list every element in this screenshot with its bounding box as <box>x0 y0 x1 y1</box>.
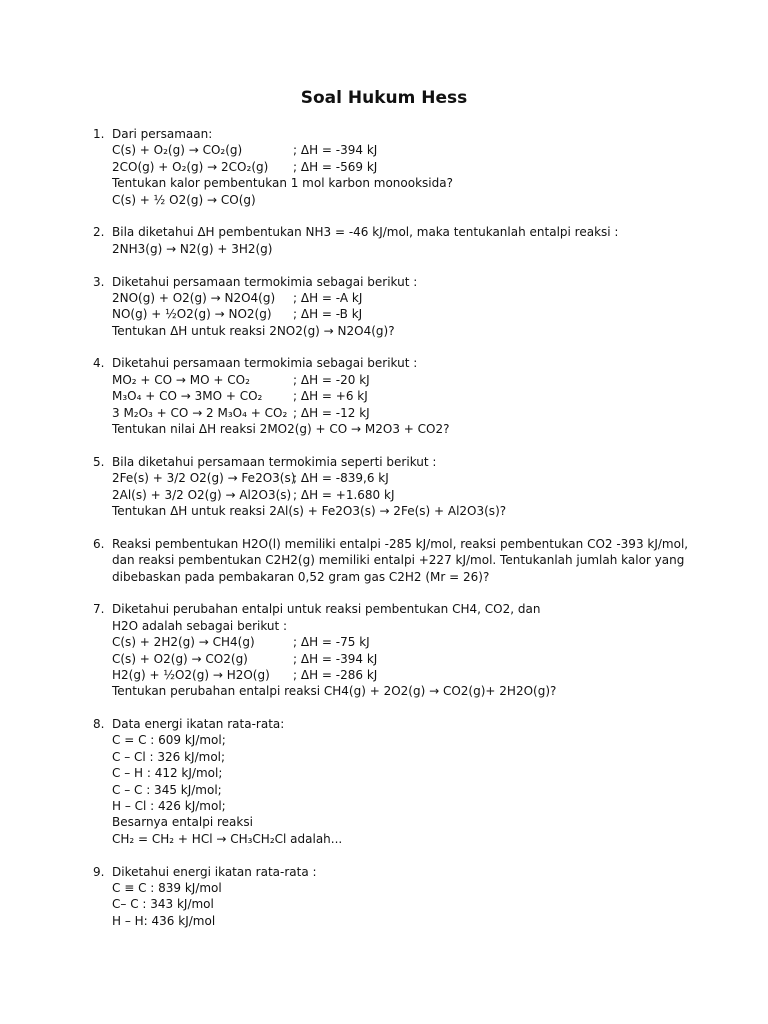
question-line <box>112 405 703 421</box>
question-line <box>112 618 703 634</box>
line-text: C = C : 609 kJ/mol; <box>112 733 226 748</box>
line-text: C ≡ C : 839 kJ/mol <box>112 880 222 895</box>
question-line <box>112 421 703 437</box>
question-line <box>112 569 703 585</box>
question-line <box>112 880 703 896</box>
question-number: 6. <box>93 536 105 551</box>
line-text: dibebaskan pada pembakaran 0,52 gram gas C2H2 (Mr = 26)? <box>112 569 490 584</box>
line-text: Tentukan ΔH untuk reaksi 2Al(s) + Fe2O3(s) → 2Fe(s) + Al2O3(s)? <box>112 503 507 518</box>
enthalpy-value: ; ΔH = -20 kJ <box>293 372 370 387</box>
question-line <box>112 667 703 683</box>
question-number: 9. <box>93 864 105 879</box>
question-line <box>112 683 703 699</box>
enthalpy-value: ; ΔH = -394 kJ <box>293 651 378 666</box>
line-text: Bila diketahui ΔH pembentukan NH3 = -46 kJ/mol, maka tentukanlah entalpi reaksi : <box>112 225 619 240</box>
question-item <box>93 601 703 699</box>
question-item <box>93 716 703 847</box>
question-line <box>112 454 703 470</box>
line-text: 2Fe(s) + 3/2 O2(g) → Fe2O3(s) <box>112 471 296 486</box>
question-list <box>93 126 703 946</box>
enthalpy-value: ; ΔH = -569 kJ <box>293 159 378 174</box>
question-line <box>112 831 703 847</box>
question-item <box>93 274 703 340</box>
question-line <box>112 126 703 142</box>
line-text: C– C : 343 kJ/mol <box>112 897 214 912</box>
question-line <box>112 241 703 257</box>
question-line <box>112 601 703 617</box>
question-number: 8. <box>93 717 105 732</box>
line-text: Diketahui energi ikatan rata-rata : <box>112 864 317 879</box>
question-line <box>112 732 703 748</box>
question-line <box>112 896 703 912</box>
line-text: M₃O₄ + CO → 3MO + CO₂ <box>112 389 263 404</box>
question-line <box>112 142 703 158</box>
line-text: C(s) + ½ O2(g) → CO(g) <box>112 192 256 207</box>
question-line <box>112 306 703 322</box>
line-text: H – H: 436 kJ/mol <box>112 913 216 928</box>
question-line <box>112 192 703 208</box>
question-line <box>112 913 703 929</box>
question-line <box>112 749 703 765</box>
line-text: CH₂ = CH₂ + HCl → CH₃CH₂Cl adalah... <box>112 831 343 846</box>
line-text: Tentukan ΔH untuk reaksi 2NO2(g) → N2O4(g)? <box>112 323 395 338</box>
question-line <box>112 355 703 371</box>
question-item <box>93 126 703 208</box>
question-number: 5. <box>93 454 105 469</box>
question-line <box>112 159 703 175</box>
line-text: C – H : 412 kJ/mol; <box>112 766 223 781</box>
line-text: Bila diketahui persamaan termokimia seperti berikut : <box>112 454 437 469</box>
question-number: 3. <box>93 274 105 289</box>
line-text: C(s) + O₂(g) → CO₂(g) <box>112 143 243 158</box>
line-text: 2NH3(g) → N2(g) + 3H2(g) <box>112 241 273 256</box>
question-line <box>112 224 703 240</box>
question-line <box>112 503 703 519</box>
line-text: Diketahui persamaan termokimia sebagai berikut : <box>112 274 418 289</box>
line-text: Data energi ikatan rata-rata: <box>112 717 285 732</box>
question-line <box>112 716 703 732</box>
question-item <box>93 536 703 585</box>
line-text: dan reaksi pembentukan C2H2(g) memiliki entalpi +227 kJ/mol. Tentukanlah jumlah kalor yang <box>112 553 685 568</box>
page-title: Soal Hukum Hess <box>300 88 468 108</box>
enthalpy-value: ; ΔH = -B kJ <box>293 307 363 322</box>
question-item <box>93 224 703 257</box>
line-text: Reaksi pembentukan H2O(l) memiliki entalpi -285 kJ/mol, reaksi pembentukan CO2 -393 kJ/mol, <box>112 536 689 551</box>
enthalpy-value: ; ΔH = -12 kJ <box>293 405 370 420</box>
question-number: 7. <box>93 602 105 617</box>
enthalpy-value: ; ΔH = -839,6 kJ <box>293 471 389 486</box>
question-item <box>93 864 703 930</box>
question-line <box>112 470 703 486</box>
line-text: H – Cl : 426 kJ/mol; <box>112 799 226 814</box>
enthalpy-value: ; ΔH = -394 kJ <box>293 143 378 158</box>
line-text: Besarnya entalpi reaksi <box>112 815 253 830</box>
question-line <box>112 798 703 814</box>
line-text: NO(g) + ½O2(g) → NO2(g) <box>112 307 272 322</box>
question-line <box>112 372 703 388</box>
line-text: Tentukan kalor pembentukan 1 mol karbon monooksida? <box>112 176 453 191</box>
question-line <box>112 274 703 290</box>
question-line <box>112 765 703 781</box>
line-text: C – Cl : 326 kJ/mol; <box>112 749 226 764</box>
line-text: Diketahui persamaan termokimia sebagai berikut : <box>112 356 418 371</box>
line-text: MO₂ + CO → MO + CO₂ <box>112 372 250 387</box>
line-text: 2Al(s) + 3/2 O2(g) → Al2O3(s) <box>112 487 292 502</box>
question-line <box>112 552 703 568</box>
question-line <box>112 487 703 503</box>
line-text: 2CO(g) + O₂(g) → 2CO₂(g) <box>112 159 269 174</box>
line-text: Tentukan perubahan entalpi reaksi CH4(g) + 2O2(g) → CO2(g)+ 2H2O(g)? <box>112 684 557 699</box>
line-text: 3 M₂O₃ + CO → 2 M₃O₄ + CO₂ <box>112 405 288 420</box>
question-line <box>112 290 703 306</box>
question-line <box>112 536 703 552</box>
line-text: 2NO(g) + O2(g) → N2O4(g) <box>112 290 276 305</box>
line-text: Dari persamaan: <box>112 127 213 141</box>
question-line <box>112 782 703 798</box>
question-line <box>112 814 703 830</box>
enthalpy-value: ; ΔH = -286 kJ <box>293 667 378 682</box>
enthalpy-value: ; ΔH = +1.680 kJ <box>293 487 395 502</box>
question-line <box>112 323 703 339</box>
line-text: C(s) + O2(g) → CO2(g) <box>112 651 248 666</box>
question-number: 4. <box>93 356 105 371</box>
question-line <box>112 175 703 191</box>
line-text: C – C : 345 kJ/mol; <box>112 782 222 797</box>
enthalpy-value: ; ΔH = +6 kJ <box>293 389 368 404</box>
line-text: Tentukan nilai ΔH reaksi 2MO2(g) + CO → M2O3 + CO2? <box>112 422 450 437</box>
question-line <box>112 634 703 650</box>
line-text: H2(g) + ½O2(g) → H2O(g) <box>112 667 270 682</box>
question-line <box>112 388 703 404</box>
question-item <box>93 454 703 520</box>
line-text: Diketahui perubahan entalpi untuk reaksi pembentukan CH4, CO2, dan <box>112 602 541 617</box>
enthalpy-value: ; ΔH = -75 kJ <box>293 635 370 650</box>
line-text: C(s) + 2H2(g) → CH4(g) <box>112 635 255 650</box>
question-number: 2. <box>93 225 105 240</box>
question-item <box>93 355 703 437</box>
question-line <box>112 651 703 667</box>
line-text: H2O adalah sebagai berikut : <box>112 618 288 633</box>
enthalpy-value: ; ΔH = -A kJ <box>293 290 363 305</box>
question-number: 1. <box>93 127 105 141</box>
question-line <box>112 864 703 880</box>
